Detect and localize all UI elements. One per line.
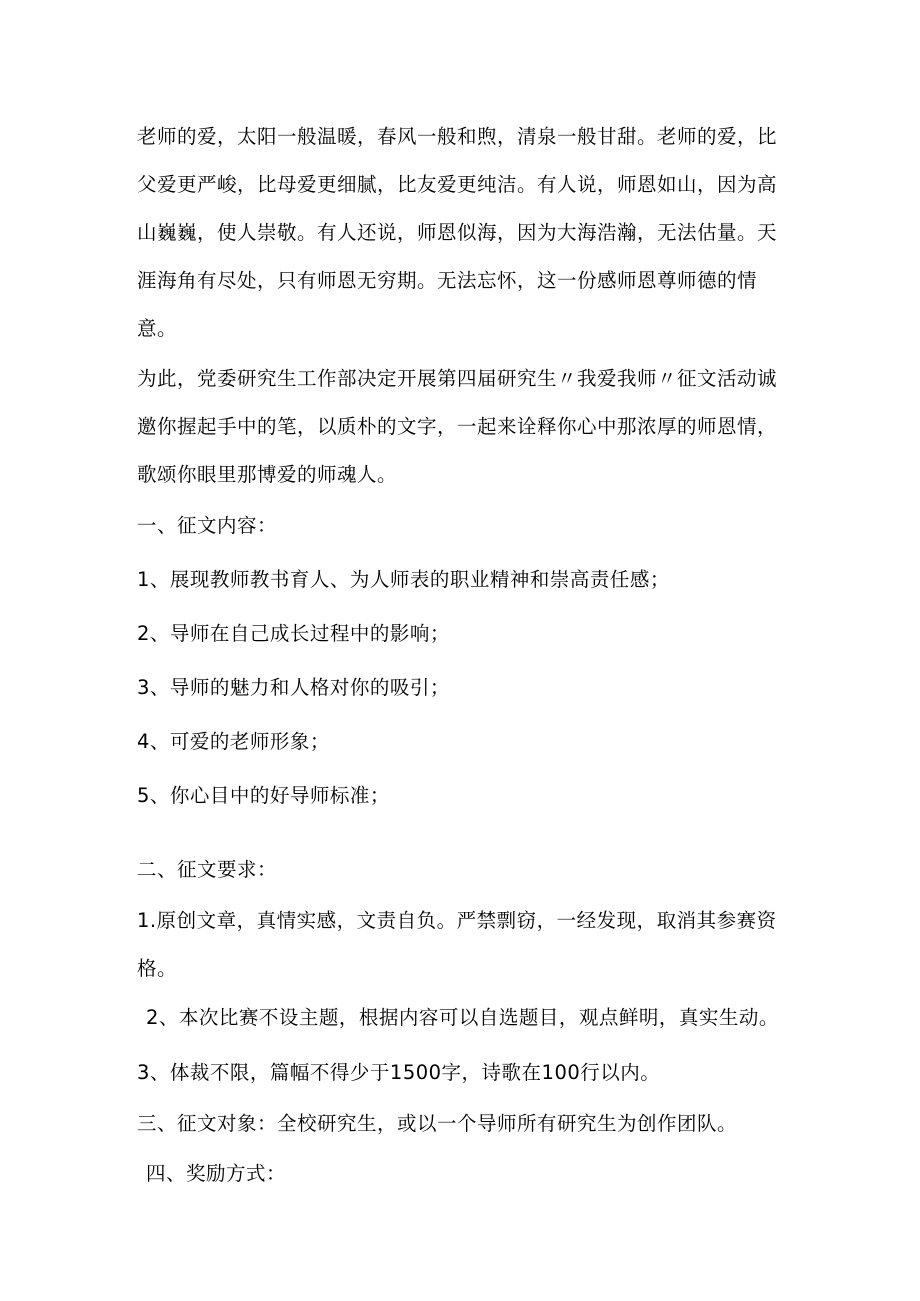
section2-item-3: 3、体裁不限，篇幅不得少于1500字，诗歌在100行以内。 [137,1061,661,1084]
section2-item1-line-2: 格。 [137,957,178,980]
section2-title: 二、征文要求： [137,858,278,881]
call-line-3: 歌颂你眼里那博爱的师魂人。 [137,463,398,486]
section1-title: 一、征文内容： [137,514,278,537]
intro-line-4: 涯海角有尽处，只有师恩无穷期。无法忘怀，这一份感师恩尊师德的情 [137,269,758,292]
section1-item-5: 5、你心目中的好导师标准； [137,784,390,807]
section3-text: 三、征文对象：全校研究生，或以一个导师所有研究生为创作团队。 [137,1112,738,1135]
section2-item1-line-1: 1.原创文章，真情实感，文责自负。严禁剽窃，一经发现，取消其参赛资 [137,909,777,932]
intro-line-5: 意。 [137,317,178,340]
section2-item-2: 2、本次比赛不设主题，根据内容可以自选题目，观点鲜明，真实生动。 [146,1006,779,1029]
section1-item-4: 4、可爱的老师形象； [137,730,330,753]
section1-item-3: 3、导师的魅力和人格对你的吸引； [137,676,450,699]
intro-line-3: 山巍巍，使人崇敬。有人还说，师恩似海，因为大海浩瀚，无法估量。天 [137,221,778,244]
intro-line-2: 父爱更严峻，比母爱更细腻，比友爱更纯洁。有人说，师恩如山，因为高 [137,173,778,196]
call-line-2: 邀你握起手中的笔，以质朴的文字，一起来诠释你心中那浓厚的师恩情， [137,415,778,438]
section4-title: 四、奖励方式： [146,1162,287,1185]
call-line-1: 为此，党委研究生工作部决定开展第四届研究生〃我爱我师〃征文活动诚 [137,367,778,390]
section1-item-1: 1、展现教师教书育人、为人师表的职业精神和崇高责任感； [137,568,670,591]
section1-item-2: 2、导师在自己成长过程中的影响； [137,622,450,645]
intro-line-1: 老师的爱，太阳一般温暖，春风一般和煦，清泉一般甘甜。老师的爱，比 [137,125,778,148]
